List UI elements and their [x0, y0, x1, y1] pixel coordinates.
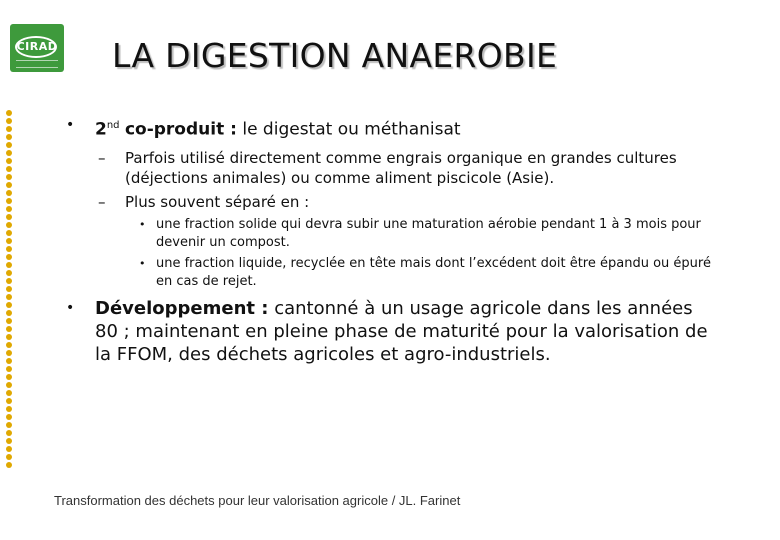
decorative-dot: [6, 110, 12, 116]
decorative-dot: [6, 406, 12, 412]
decorative-dot: [6, 422, 12, 428]
decorative-dot: [6, 302, 12, 308]
decorative-dot: [6, 126, 12, 132]
decorative-dot: [6, 238, 12, 244]
slide-footer: Transformation des déchets pour leur valorisation agricole / JL. Farinet: [54, 493, 461, 508]
decorative-dot: [6, 278, 12, 284]
decorative-dot: [6, 438, 12, 444]
subbullet-usage-direct: [62, 148, 712, 188]
subsubbullet-marker: •: [139, 256, 146, 270]
decorative-dot: [6, 414, 12, 420]
decorative-dot: [6, 206, 12, 212]
decorative-dot: [6, 150, 12, 156]
slide-body: [62, 114, 712, 372]
decorative-dot: [6, 198, 12, 204]
bullet-marker: •: [66, 117, 75, 133]
decorative-dot: [6, 254, 12, 260]
decorative-dot: [6, 134, 12, 140]
bullet-ordinal-suffix: nd: [106, 120, 120, 131]
decorative-dot: [6, 270, 12, 276]
bullet-bold-label: Développement :: [95, 297, 269, 319]
bullet-ordinal: 2: [95, 119, 107, 140]
bullet-coproduit: [62, 114, 712, 142]
subbullet-text: Parfois utilisé directement comme engrais organique en grandes cultures (déjections animales) ou comme aliment piscicole (Asie).: [125, 148, 677, 187]
cirad-logo: [10, 24, 64, 72]
decorative-dot: [6, 334, 12, 340]
decorative-dot: [6, 358, 12, 364]
subsubbullet-marker: •: [139, 217, 146, 231]
decorative-dot: [6, 430, 12, 436]
logo-text: CIRAD: [16, 40, 58, 53]
decorative-dot: [6, 166, 12, 172]
decorative-dot: [6, 462, 12, 468]
subbullet-marker: –: [98, 148, 106, 167]
subsubbullet-text: une fraction liquide, recyclée en tête mais dont l’excédent doit être épandu ou épuré en cas de rejet.: [156, 255, 711, 289]
decorative-dot: [6, 374, 12, 380]
decorative-dot: [6, 222, 12, 228]
subsubbullet-fraction-solide: [62, 216, 712, 252]
subbullet-text: Plus souvent séparé en :: [125, 192, 310, 211]
bullet-marker: •: [66, 299, 75, 316]
subbullet-marker: –: [98, 192, 106, 211]
decorative-dot: [6, 342, 12, 348]
decorative-dot: [6, 326, 12, 332]
decorative-dot: [6, 446, 12, 452]
decorative-dot-column: [4, 110, 14, 470]
decorative-dot: [6, 190, 12, 196]
decorative-dot: [6, 118, 12, 124]
decorative-dot: [6, 294, 12, 300]
decorative-dot: [6, 382, 12, 388]
decorative-dot: [6, 246, 12, 252]
bullet-bold-label: co-produit :: [124, 119, 237, 140]
decorative-dot: [6, 398, 12, 404]
bullet-text: cantonné à un usage agricole dans les années 80 ; maintenant en pleine phase de maturité pour la valorisation de la FFOM, des déchets agricoles et agro-industriels.: [95, 297, 708, 365]
decorative-dot: [6, 454, 12, 460]
bullet-text: le digestat ou méthanisat: [242, 119, 461, 140]
decorative-dot: [6, 214, 12, 220]
subbullet-separation: [62, 192, 712, 212]
decorative-dot: [6, 174, 12, 180]
bullet-developpement: [62, 297, 712, 366]
decorative-dot: [6, 182, 12, 188]
decorative-dot: [6, 318, 12, 324]
slide-title: LA DIGESTION ANAEROBIE: [112, 36, 558, 75]
decorative-dot: [6, 390, 12, 396]
decorative-dot: [6, 158, 12, 164]
decorative-dot: [6, 230, 12, 236]
decorative-dot: [6, 262, 12, 268]
decorative-dot: [6, 286, 12, 292]
logo-stripes: [16, 60, 58, 68]
subsubbullet-fraction-liquide: [62, 255, 712, 291]
decorative-dot: [6, 142, 12, 148]
decorative-dot: [6, 350, 12, 356]
decorative-dot: [6, 310, 12, 316]
subsubbullet-text: une fraction solide qui devra subir une maturation aérobie pendant 1 à 3 mois pour devenir un compost.: [156, 216, 701, 250]
decorative-dot: [6, 366, 12, 372]
